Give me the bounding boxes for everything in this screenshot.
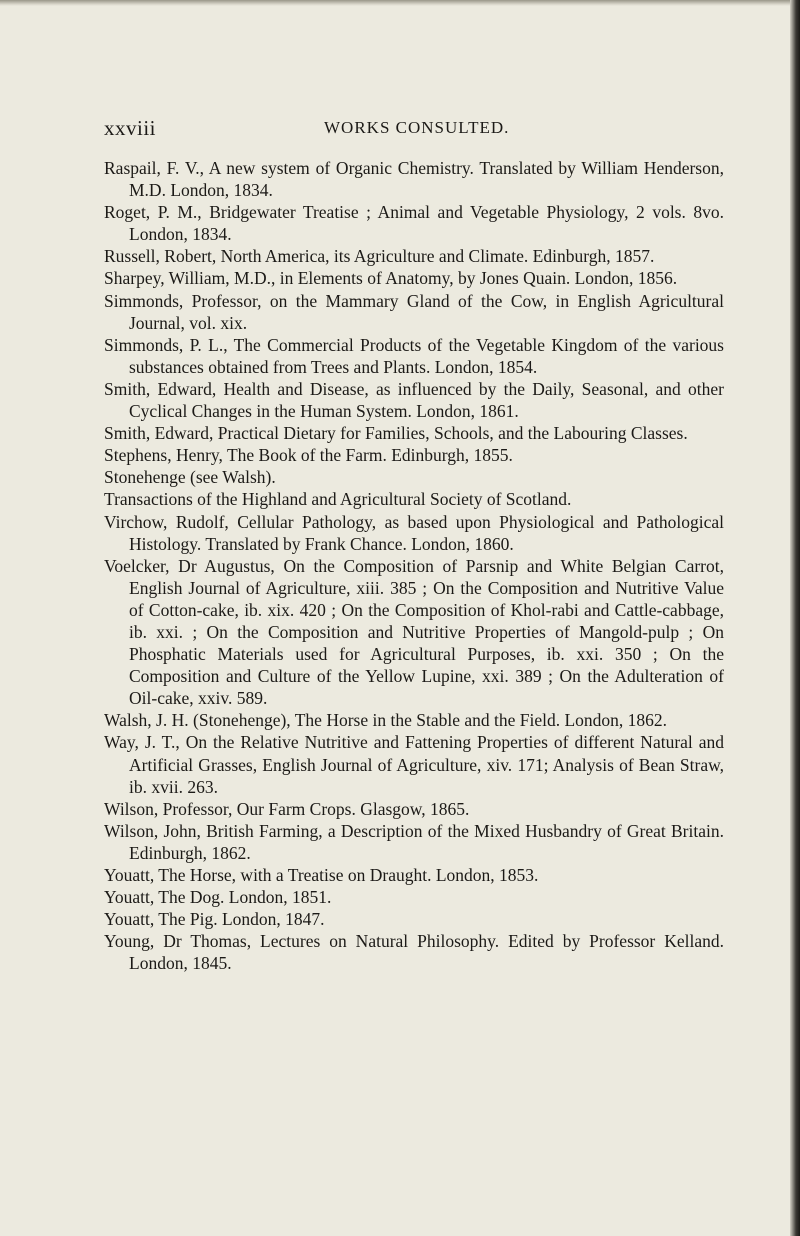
bibliography-entry: Youatt, The Dog. London, 1851. bbox=[104, 887, 332, 908]
page-number: xxviii bbox=[104, 116, 157, 140]
bibliography-entry: Raspail, F. V., A new system of Organic Chemistry. Translated by William Henderson, M.D. London, 1834. bbox=[104, 158, 724, 201]
bibliography-entry: Youatt, The Horse, with a Treatise on Draught. London, 1853. bbox=[104, 865, 539, 885]
bibliography-entry: Smith, Edward, Health and Disease, as influenced by the Daily, Seasonal, and other Cyclical Changes in the Human System. London, 1861. bbox=[104, 378, 724, 422]
bibliography-entry: Way, J. T., On the Relative Nutritive and Fattening Properties of different Natural and Artificial Grasses, English Journal of Agriculture, xiv. 171; Analysis of Bean Straw, ib. xvii. 263. bbox=[104, 732, 724, 797]
bibliography-entry: Young, Dr Thomas, Lectures on Natural Philosophy. Edited by Professor Kelland. London, 1845. bbox=[104, 931, 724, 974]
bibliography-entry: Russell, Robert, North America, its Agriculture and Climate. Edinburgh, 1857. bbox=[104, 246, 655, 267]
bibliography-entry: Walsh, J. H. (Stonehenge), The Horse in the Stable and the Field. London, 1862. bbox=[104, 710, 668, 731]
bibliography-entry: Wilson, Professor, Our Farm Crops. Glasgow, 1865. bbox=[104, 798, 470, 819]
bibliography-entry: Voelcker, Dr Augustus, On the Composition of Parsnip and White Belgian Carrot, English Journal of Agriculture, xiii. 385 ; On the Composition and Nutritive Value of Cotton-cake, ib. xix. 420 ; On the Composition of Khol-rabi and Cattle-cabbage, ib. xxi. ; On the Composition and Nutritive Properties of Mangold-pulp ; On Phosphatic Materials used for Agricultural Purposes, ib. xxi. 350 ; On the Composition and Culture of the Yellow Lupine, xxi. 389 ; On the Adulteration of Oil-cake, xxiv. 589. bbox=[104, 555, 724, 709]
bibliography-entry: Sharpey, William, M.D., in Elements of Anatomy, by Jones Quain. London, 1856. bbox=[104, 268, 678, 289]
bibliography-entry: Wilson, John, British Farming, a Description of the Mixed Husbandry of Great Britain. Edinburgh, 1862. bbox=[104, 820, 724, 863]
bibliography-entry: Virchow, Rudolf, Cellular Pathology, as based upon Physiological and Pathological Histology. Translated by Frank Chance. London, 1860. bbox=[104, 511, 724, 554]
page-top-edge bbox=[0, 0, 800, 6]
page-binding-shadow bbox=[790, 0, 800, 1236]
bibliography-entry: Smith, Edward, Practical Dietary for Families, Schools, and the Labouring Classes. bbox=[104, 423, 688, 444]
page-header bbox=[100, 116, 720, 144]
bibliography-entry: Youatt, The Pig. London, 1847. bbox=[104, 909, 325, 930]
bibliography-entry: Stonehenge (see Walsh). bbox=[104, 467, 276, 488]
bibliography-entry: Stephens, Henry, The Book of the Farm. Edinburgh, 1855. bbox=[104, 445, 513, 466]
bibliography-entry: Roget, P. M., Bridgewater Treatise ; Animal and Vegetable Physiology, 2 vols. 8vo. London, 1834. bbox=[104, 202, 724, 245]
bibliography-entry: Simmonds, P. L., The Commercial Products of the Vegetable Kingdom of the various substances obtained from Trees and Plants. London, 1854. bbox=[104, 334, 724, 377]
bibliography-entry: Simmonds, Professor, on the Mammary Gland of the Cow, in English Agricultural Journal, vol. xix. bbox=[104, 290, 724, 333]
bibliography-list bbox=[104, 157, 724, 974]
bibliography-entry: Transactions of the Highland and Agricultural Society of Scotland. bbox=[104, 489, 572, 510]
running-head: WORKS CONSULTED. bbox=[324, 118, 510, 137]
